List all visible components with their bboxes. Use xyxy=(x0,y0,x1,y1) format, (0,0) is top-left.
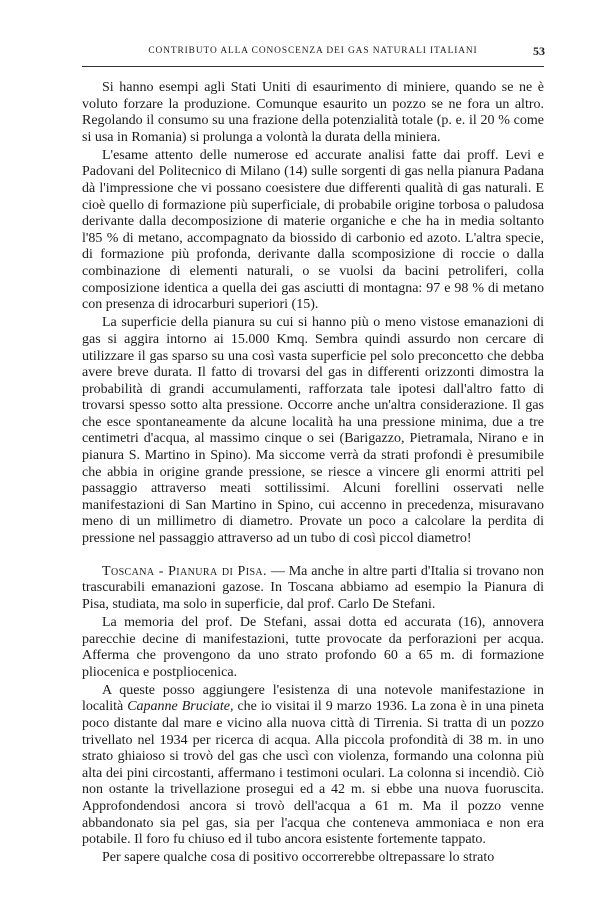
section-intro-paragraph xyxy=(82,564,544,614)
paragraph: Si hanno esempi agli Stati Uniti di esaurimento di miniere, quando se ne è voluto forzare la produzione. Comunque esaurito un pozzo se ne fora un altro. Regolando il consumo su una frazione della potenzialità totale (p. e. il 20 % come si usa in Romania) si prolunga a volontà la durata della miniera. xyxy=(82,80,544,145)
place-name: Capanne Bruciate, xyxy=(127,699,234,715)
paragraph: Per sapere qualche cosa di positivo occorrerebbe oltrepassare lo strato xyxy=(102,850,495,866)
paragraph-text: A queste posso aggiungere l'esistenza di una notevole manifestazione in località xyxy=(82,682,544,715)
paragraph-text: che io visitai il 9 marzo 1936. La zona è in una pineta poco distante dal mare e vicino alla nuova città di Tirrenia. Si tratta di un pozzo trivellato nel 1934 per ricerca di acqua. Alla piccola profondità di 38 m. in uno strato ghiaioso si trovò del gas che uscì con violenza, formando una colonna più alta dei pini circostanti, affermano i testimoni oculari. La colonna si incendiò. Ciò non ostante la trivellazione prosegui ed a 42 m. si ebbe una nuova fuoruscita. Approfondendosi ancora si trovò dell'acqua a 61 m. Ma il pozzo venne abbandonato sia pel gas, sia per l'acqua che conteneva ammoniaca e non era potabile. Il foro fu chiuso ed il tubo ancora esistente fortemente tappato. xyxy=(82,699,544,848)
section-heading: Toscana - Pianura di Pisa. xyxy=(102,563,267,579)
paragraph: La superficie della pianura su cui si hanno più o meno vistose emanazioni di gas si aggira intorno ai 15.000 Kmq. Sembra quindi assurdo non cercare di utilizzare il gas sparso su una così vasta superficie pel solo preconcetto che debba avere breve durata. Il fatto di trovarsi del gas in differenti orizzonti dimostra la probabilità di grandi accumulamenti, rafforzata tale ipotesi dall'altro fatto di trovarsi spesso sotto alta pressione. Occorre anche un'altra considerazione. Il gas che esce spontaneamente da alcune località ha una pressione minima, due a tre centimetri d'acqua, al massimo cinque o sei (Barigazzo, Pietramala, Nirano e in pianura S. Martino in Spino). Ma siccome verrà da strati profondi è presumibile che abbia in origine grande pressione, se riesce a vincere gli enormi attriti pel passaggio attraverso meati sottilissimi. Alcuni forellini osservati nelle manifestazioni di San Martino in Spino, cui accenno in precedenza, misuravano meno di un millimetro di diametro. Provate un poco a calcolare la perdita di pressione nel passaggio attraverso ad un tubo di così piccol diametro! xyxy=(82,315,544,547)
paragraph: La memoria del prof. De Stefani, assai dotta ed accurata (16), annovera parecchie decine di manifestazioni, tutte provocate da perforazioni per acqua. Afferma che provengono da uno strato profondo 60 a 65 m. di formazione pliocenica e postpliocenica. xyxy=(82,614,544,680)
section-intro-text: — Ma anche in altre parti d'Italia si trovano non trascurabili emanazioni gazose. In Toscana abbiamo ad esempio la Pianura di Pisa, studiata, ma solo in superficie, dal prof. Carlo De Stefani. xyxy=(82,563,544,612)
body-text xyxy=(82,80,544,867)
header-rule xyxy=(82,66,544,67)
running-title: CONTRIBUTO ALLA CONOSCENZA DEI GAS NATURALI ITALIANI xyxy=(148,46,478,56)
paragraph xyxy=(82,683,544,849)
page-number: 53 xyxy=(533,44,545,58)
paragraph: L'esame attento delle numerose ed accurate analisi fatte dai proff. Levi e Padovani del Politecnico di Milano (14) sulle sorgenti di gas nella pianura Padana dà l'impressione che vi possano coesistere due differenti qualità di gas naturali. E cioè quello di formazione più superficiale, di probabile origine torbosa o paludosa derivante dalla decomposizione di materie organiche e che ha in media soltanto l'85 % di metano, accompagnato da biossido di carbonio ed azoto. L'altra specie, di formazione più profonda, derivante dalla scomposizione di roccie o dalla combinazione di elementi naturali, o se vuolsi da bacini petroliferi, colla composizione identica a quella dei gas asciutti di montagna: 97 e 98 % di metano con presenza di idrocarburi superiori (15). xyxy=(82,147,544,313)
